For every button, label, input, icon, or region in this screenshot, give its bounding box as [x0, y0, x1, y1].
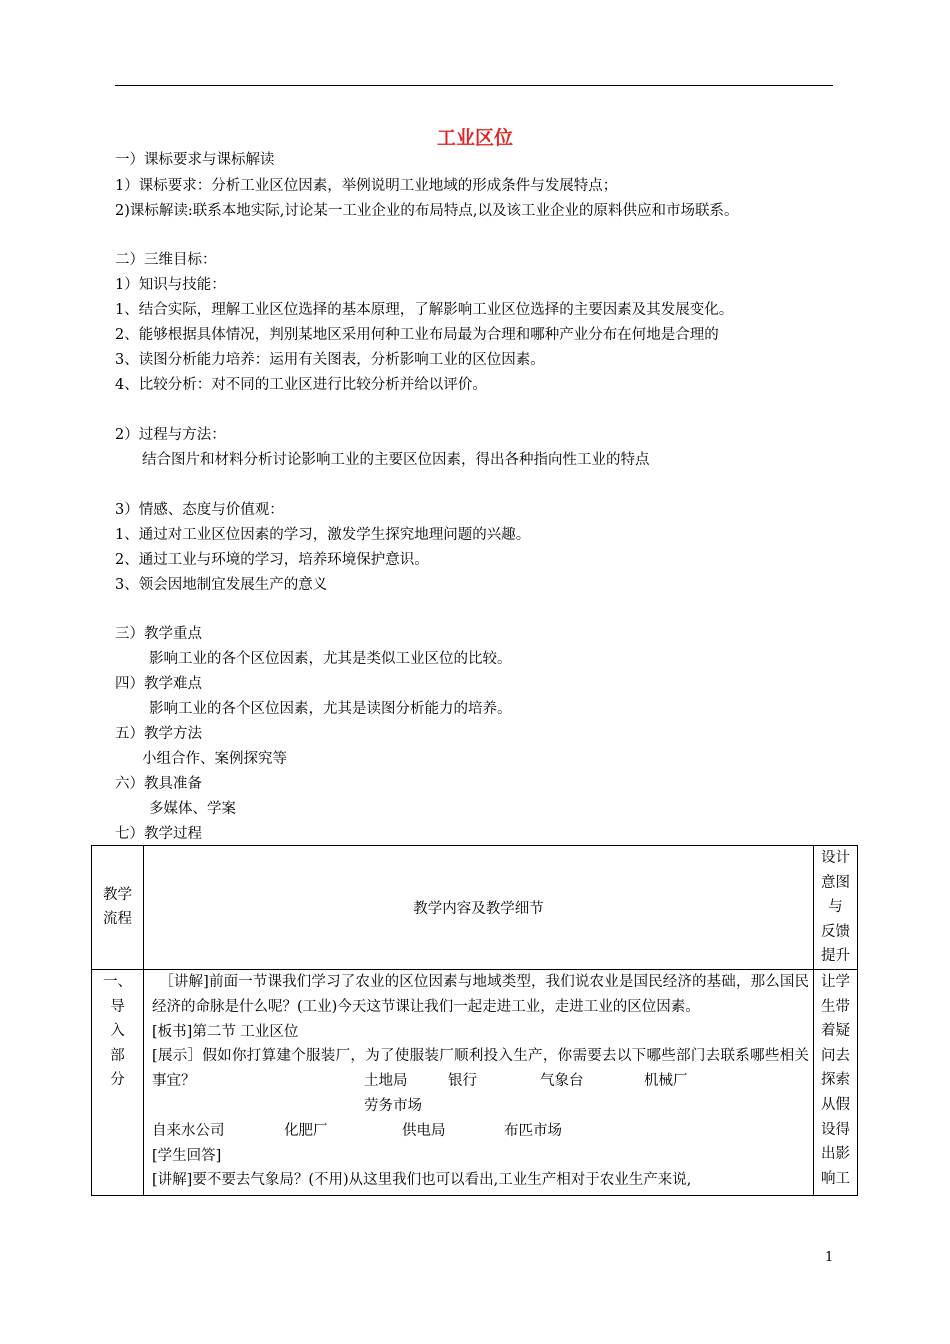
content-para: ［讲解]前面一节课我们学习了农业的区位因素与地域类型，我们说农业是国民经济的基础，那么国民经济的命脉是什么呢？(工业)今天这节课让我们一起走进工业，走进工业的区位因素。: [152, 973, 809, 1015]
header-design: 设计 意图 与 反馈 提升: [814, 846, 858, 970]
row-design: 让学 生带 着疑 问去 探索 从假 设得 出影 响工: [814, 969, 858, 1195]
table-header-row: [92, 846, 858, 970]
dept-list: 土地局 银行 气象台 机械厂劳务市场: [364, 1073, 688, 1114]
section-3-heading: 三）教学重点: [115, 626, 202, 642]
row-flow: 一、 导 入 部 分: [92, 969, 144, 1195]
header-content: 教学内容及教学细节: [144, 846, 814, 970]
process-heading: 2）过程与方法：: [115, 427, 226, 443]
row-content: [144, 969, 814, 1195]
knowledge-heading: 1）知识与技能：: [115, 277, 226, 293]
table-row: [92, 969, 858, 1195]
teaching-aids: 多媒体、学案: [149, 801, 236, 817]
teaching-difficulty: 影响工业的各个区位因素，尤其是读图分析能力的培养。: [149, 701, 512, 717]
curriculum-interpretation: 2)课标解读:联系本地实际,讨论某一工业企业的布局特点,以及该工业企业的原料供应和市场联系。: [115, 203, 739, 219]
content-para: [展示］假如你打算建个服装厂，为了使服装厂顺利投入生产，你需要去以下哪些部门去联系哪些相关事宜？: [152, 1048, 809, 1090]
knowledge-item: 1、结合实际，理解工业区位选择的基本原理，了解影响工业区位选择的主要因素及其发展变化。: [115, 302, 734, 318]
teaching-method: 小组合作、案例探究等: [142, 751, 287, 767]
dept-list: 自来水公司 化肥厂 供电局 布匹市场: [152, 1122, 562, 1139]
emotion-item: 2、通过工业与环境的学习，培养环境保护意识。: [115, 552, 429, 568]
page-title: 工业区位: [436, 127, 513, 149]
knowledge-item: 2、能够根据具体情况，判别某地区采用何种工业布局最为合理和哪种产业分布在何地是合理的: [115, 327, 719, 343]
curriculum-requirement: 1）课标要求：分析工业区位因素，举例说明工业地域的形成条件与发展特点；: [115, 178, 618, 194]
emotion-item: 1、通过对工业区位因素的学习，激发学生探究地理问题的兴趣。: [115, 527, 531, 543]
process-text: 结合图片和材料分析讨论影响工业的主要区位因素，得出各种指向性工业的特点: [142, 452, 650, 468]
emotion-heading: 3）情感、态度与价值观：: [115, 502, 284, 518]
teaching-focus: 影响工业的各个区位因素，尤其是类似工业区位的比较。: [149, 651, 512, 667]
header-flow: 教学流程: [92, 846, 144, 970]
page-number: 1: [825, 1250, 834, 1265]
content-para: [板书]第二节 工业区位: [152, 1023, 299, 1040]
section-6-heading: 六）教具准备: [115, 776, 202, 792]
section-7-heading: 七）教学过程: [115, 826, 202, 842]
emotion-item: 3、领会因地制宜发展生产的意义: [115, 577, 328, 593]
content-para: [讲解]要不要去气象局？(不用)从这里我们也可以看出,工业生产相对于农业生产来说,: [152, 1172, 692, 1189]
section-4-heading: 四）教学难点: [115, 676, 202, 692]
section-1-heading: 一）课标要求与课标解读: [115, 152, 275, 168]
content-para: [学生回答]: [152, 1147, 222, 1164]
knowledge-item: 4、比较分析：对不同的工业区进行比较分析并给以评价。: [115, 377, 487, 393]
teaching-process-table: [91, 845, 858, 1196]
knowledge-item: 3、读图分析能力培养：运用有关图表，分析影响工业的区位因素。: [115, 352, 545, 368]
header-rule: [115, 85, 833, 86]
section-2-heading: 二）三维目标：: [115, 252, 217, 268]
section-5-heading: 五）教学方法: [115, 726, 202, 742]
